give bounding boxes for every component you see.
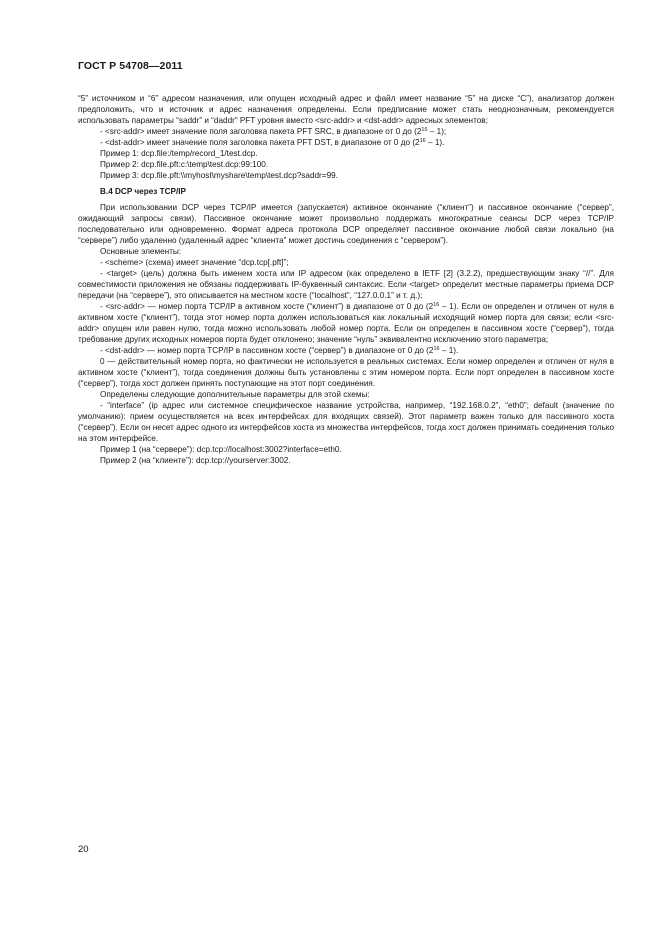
section-title: В.4 DCP через TCP/IP — [100, 187, 187, 196]
example-server: Пример 1 (на “сервере”): dcp.tcp://localhost:3002?interface=eth0. — [100, 445, 342, 454]
text-run: - <src-addr> имеет значение поля заголовка пакета PFT SRC, в диапазоне от 0 до (2 — [100, 127, 422, 136]
paragraph-intro: При использовании DCP через TCP/IP имеется (запускается) активное окончание (“клиент”) и пассивное окончание (“сервер”, ожидающий запросы связи). Пассивное окончание может произвольно поддержать многократные сеансы DCP через TCP/IP последовательно или одновременно. Формат адреса протокола DCP определяет пассивное окончание любой связи локально (на “сервере”) либо удаленно (удаленный адрес “клиента” может достичь соединения с “сервером”). — [78, 203, 614, 245]
text-run: – 1). — [425, 138, 445, 147]
exponent: 16 — [433, 346, 440, 352]
exponent: 16 — [433, 302, 440, 308]
exponent: 16 — [419, 138, 426, 144]
paragraph-continuation: “5” источником и “6” адресом назначения, или опущен исходный адрес и файл имеет название “5” на диске “C”), анализатор должен предположить, что и источник и адрес назначения определены. Если предписание может стать неоднозначным, рекомендуется использовать параметры “saddr” и “daddr” PFT уровня вместо <src-addr> и <dst-addr> адресных элементов; — [78, 94, 614, 125]
list-item-dst-addr — [78, 137, 614, 148]
example-3: Пример 3: dcp.file.pft:\\myhost\myshare\temp\test.dcp?saddr=99. — [100, 171, 338, 180]
text-run: – 1). — [439, 346, 459, 355]
document-header: ГОСТ Р 54708—2011 — [78, 60, 183, 72]
list-item-dst-addr-port — [78, 345, 614, 356]
paragraph-port-zero: 0 — действительный номер порта, но фактически не используется в реальных системах. Если номер определен и отличен от нуля в активном хосте (“клиент”), тогда соединения должны быть установлены с этим номером порта. Если порт определен в пассивном хосте (“сервер”), тогда хост должен принять поступающие на этот порт соединения. — [78, 357, 614, 388]
list-item-src-addr — [78, 126, 614, 137]
page-number: 20 — [78, 844, 89, 855]
text-run: – 1). Если он определен и отличен от нуля в активном хосте (“клиент”), тогда этот номер порта должен использоваться как локальный исходящий номер порта для связи; если <src-addr> опущен или равен нулю, тогда можно использовать любой номер порта. Если он определен в пассивном хосте (“сервер”), тогда требование других исходных номеров порта будет отклонено; значение “нуль” эквивалентно исключению этого параметра; — [78, 302, 614, 344]
paragraph-extra-params: Определены следующие дополнительные параметры для этой схемы: — [100, 390, 370, 399]
exponent: 16 — [421, 127, 428, 133]
example-2: Пример 2: dcp.file.pft:c:\temp\test.dcp:99:100. — [100, 160, 269, 169]
list-item-src-addr-port — [78, 301, 614, 345]
document-body — [78, 93, 614, 466]
paragraph-basic-elements: Основные элементы: — [100, 247, 182, 256]
list-item-interface: - “interface” (ip адрес или системное специфическое название устройства, например, “192.168.0.2”, “eth0”; default (значение по умолчанию): прием осуществляется на всех интерфейсах для входящих связей). Этот параметр важен только для пассивного хоста (“сервер”). Если он несет адрес одного из интерфейсов хоста из множества интерфейсов, тогда хост должен принимать соединения только на этом интерфейсе. — [78, 401, 614, 443]
example-1: Пример 1: dcp.file:/temp/record_1/test.dcp. — [100, 149, 258, 158]
list-item-target: - <target> (цель) должна быть именем хоста или IP адресом (как определено в IETF [2] (3.2.2), предшествующим знаку “//”. Для совместимости приложения не обязаны поддерживать IP-буквенный синтаксис. Если <target> определит местные параметры приема DCP передачи (на “сервере”), это описывается на местном хосте (“localhost”, “127.0.0.1” и т. д.); — [78, 269, 614, 300]
text-run: - <dst-addr> — номер порта TCP/IP в пассивном хосте (“сервер”) в диапазоне от 0 до (2 — [100, 346, 434, 355]
text-run: – 1); — [427, 127, 447, 136]
text-run: - <dst-addr> имеет значение поля заголовка пакета PFT DST, в диапазоне от 0 до (2 — [100, 138, 420, 147]
example-client: Пример 2 (на “клиенте”): dcp.tcp://yourserver:3002. — [100, 456, 291, 465]
list-item-scheme: - <scheme> (схема) имеет значение “dcp.tcp[.pft]”; — [100, 258, 289, 267]
text-run: - <src-addr> — номер порта TCP/IP в активном хосте (“клиент”) в диапазоне от 0 до (2 — [100, 302, 434, 311]
